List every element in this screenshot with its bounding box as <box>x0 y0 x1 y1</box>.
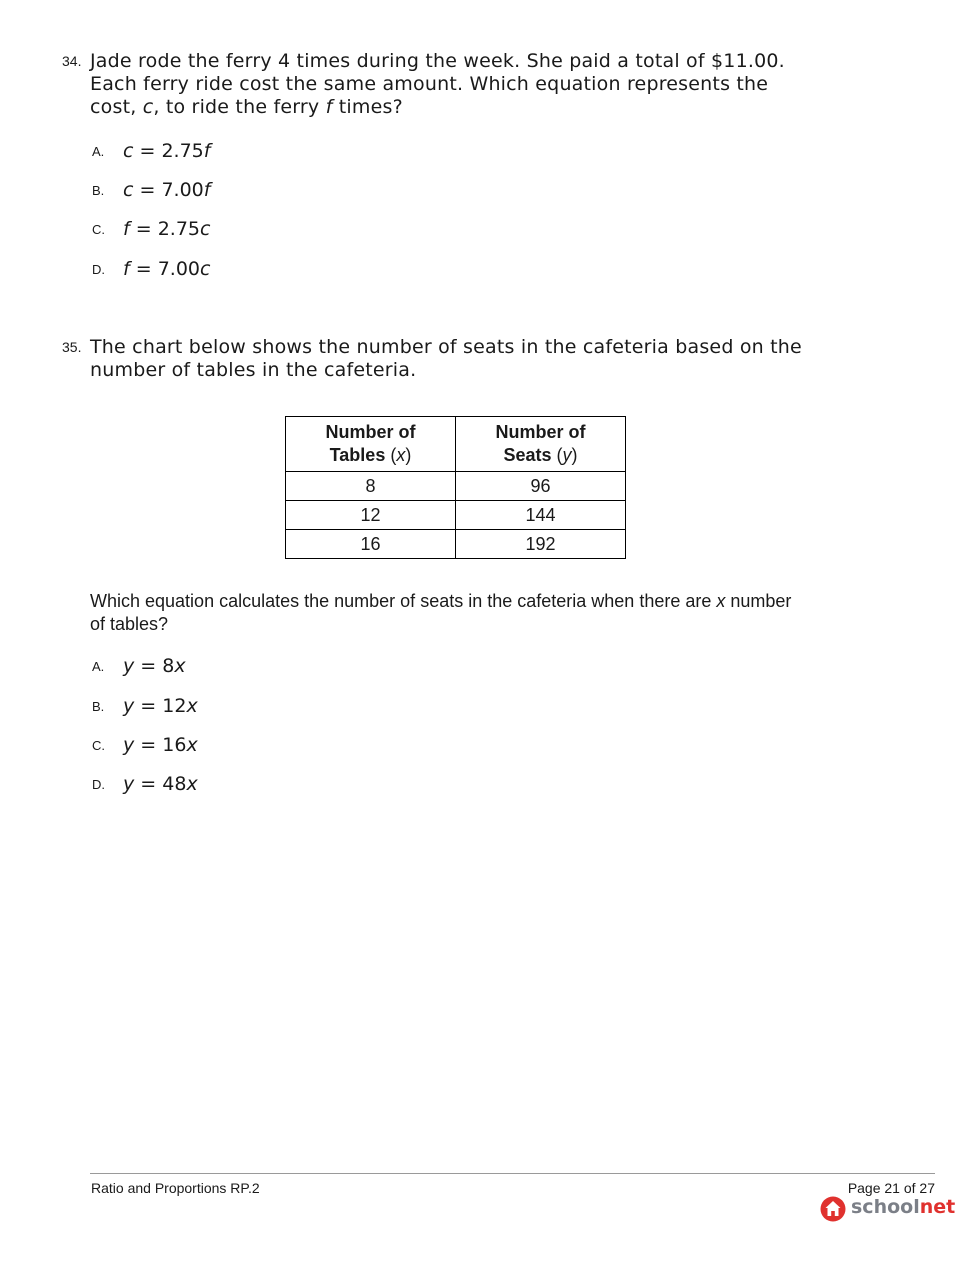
logo-text: net <box>919 1196 956 1218</box>
question-line <box>90 96 850 119</box>
text-run: = 7.00 <box>133 179 204 201</box>
choice-equation <box>123 734 198 756</box>
question-line: Each ferry ride cost the same amount. Which equation represents the <box>90 73 769 95</box>
text-run: Tables <box>329 445 386 465</box>
footer-title: Ratio and Proportions RP.2 <box>91 1180 260 1196</box>
text-run: Which equation calculates the number of seats in the cafeteria when there are <box>90 591 717 611</box>
choice-equation <box>123 258 210 280</box>
footer-divider <box>90 1173 935 1174</box>
choice-letter: D. <box>92 777 105 792</box>
question-prompt <box>90 590 830 636</box>
question-line: number of tables in the cafeteria. <box>90 359 417 381</box>
choice-letter: B. <box>92 183 105 198</box>
choice-equation <box>123 218 210 240</box>
text-run: = 2.75 <box>129 218 201 240</box>
variable: f <box>123 258 130 280</box>
choice-equation <box>123 140 210 162</box>
question-line: of tables? <box>90 614 169 634</box>
table-cell: 96 <box>456 472 626 501</box>
header-line: Number of <box>495 422 586 442</box>
table-row <box>286 530 626 559</box>
question-text <box>90 336 850 382</box>
choice-equation <box>123 695 198 717</box>
variable: x <box>396 445 406 465</box>
variable: x <box>186 773 198 795</box>
choice-letter: A. <box>92 659 105 674</box>
variable: f <box>203 179 211 201</box>
header-line: Tables (x) <box>329 445 412 465</box>
variable: c <box>200 258 211 280</box>
variable: x <box>186 734 198 756</box>
choice-letter: D. <box>92 262 105 277</box>
page-number: Page 21 of 27 <box>847 1180 935 1196</box>
table-cell: 8 <box>286 472 456 501</box>
variable: c <box>123 179 134 201</box>
table-cell: 12 <box>286 501 456 530</box>
variable: c <box>142 96 154 118</box>
text-run: = 16 <box>134 734 187 756</box>
text-run: number <box>725 591 792 611</box>
text-run: = 8 <box>134 655 175 677</box>
variable: f <box>203 140 211 162</box>
text-run: Seats <box>503 445 552 465</box>
text-run: = 48 <box>134 773 187 795</box>
variable: x <box>174 655 186 677</box>
variable: f <box>325 96 333 118</box>
table-cell: 144 <box>456 501 626 530</box>
text-run: = 7.00 <box>129 258 201 280</box>
choice-letter: C. <box>92 738 105 753</box>
text-run: = 12 <box>134 695 187 717</box>
choice-letter: A. <box>92 144 105 159</box>
question-number: 34. <box>62 53 82 69</box>
table-header-seats <box>456 417 626 472</box>
variable: f <box>123 218 130 240</box>
data-table <box>285 416 626 559</box>
choice-letter: C. <box>92 222 105 237</box>
table-row <box>286 501 626 530</box>
table-row <box>286 472 626 501</box>
table-cell: 192 <box>456 530 626 559</box>
variable: y <box>123 773 135 795</box>
choice-equation <box>123 655 186 677</box>
header-line: Number of <box>325 422 416 442</box>
table-header-tables <box>286 417 456 472</box>
variable: y <box>123 734 135 756</box>
variable: x <box>716 591 726 611</box>
variable: c <box>123 140 134 162</box>
text-run: times? <box>332 96 403 118</box>
variable: c <box>200 218 211 240</box>
question-number: 35. <box>62 339 82 355</box>
header-line: Seats (y) <box>503 445 578 465</box>
variable: y <box>123 655 135 677</box>
choice-letter: B. <box>92 699 105 714</box>
variable: y <box>562 445 572 465</box>
choice-equation <box>123 773 198 795</box>
question-text <box>90 50 850 119</box>
table-header-row <box>286 417 626 472</box>
variable: y <box>123 695 135 717</box>
text-run: , to ride the ferry <box>153 96 326 118</box>
question-line <box>90 590 830 613</box>
logo-wordmark <box>851 1196 955 1218</box>
variable: x <box>186 695 198 717</box>
text-run: cost, <box>90 96 143 118</box>
table-cell: 16 <box>286 530 456 559</box>
choice-equation <box>123 179 210 201</box>
text-run: = 2.75 <box>133 140 204 162</box>
question-line: The chart below shows the number of seats in the cafeteria based on the <box>90 336 802 358</box>
house-icon <box>820 1196 846 1222</box>
logo-text: school <box>851 1196 920 1218</box>
question-line: Jade rode the ferry 4 times during the week. She paid a total of $11.00. <box>90 50 785 72</box>
